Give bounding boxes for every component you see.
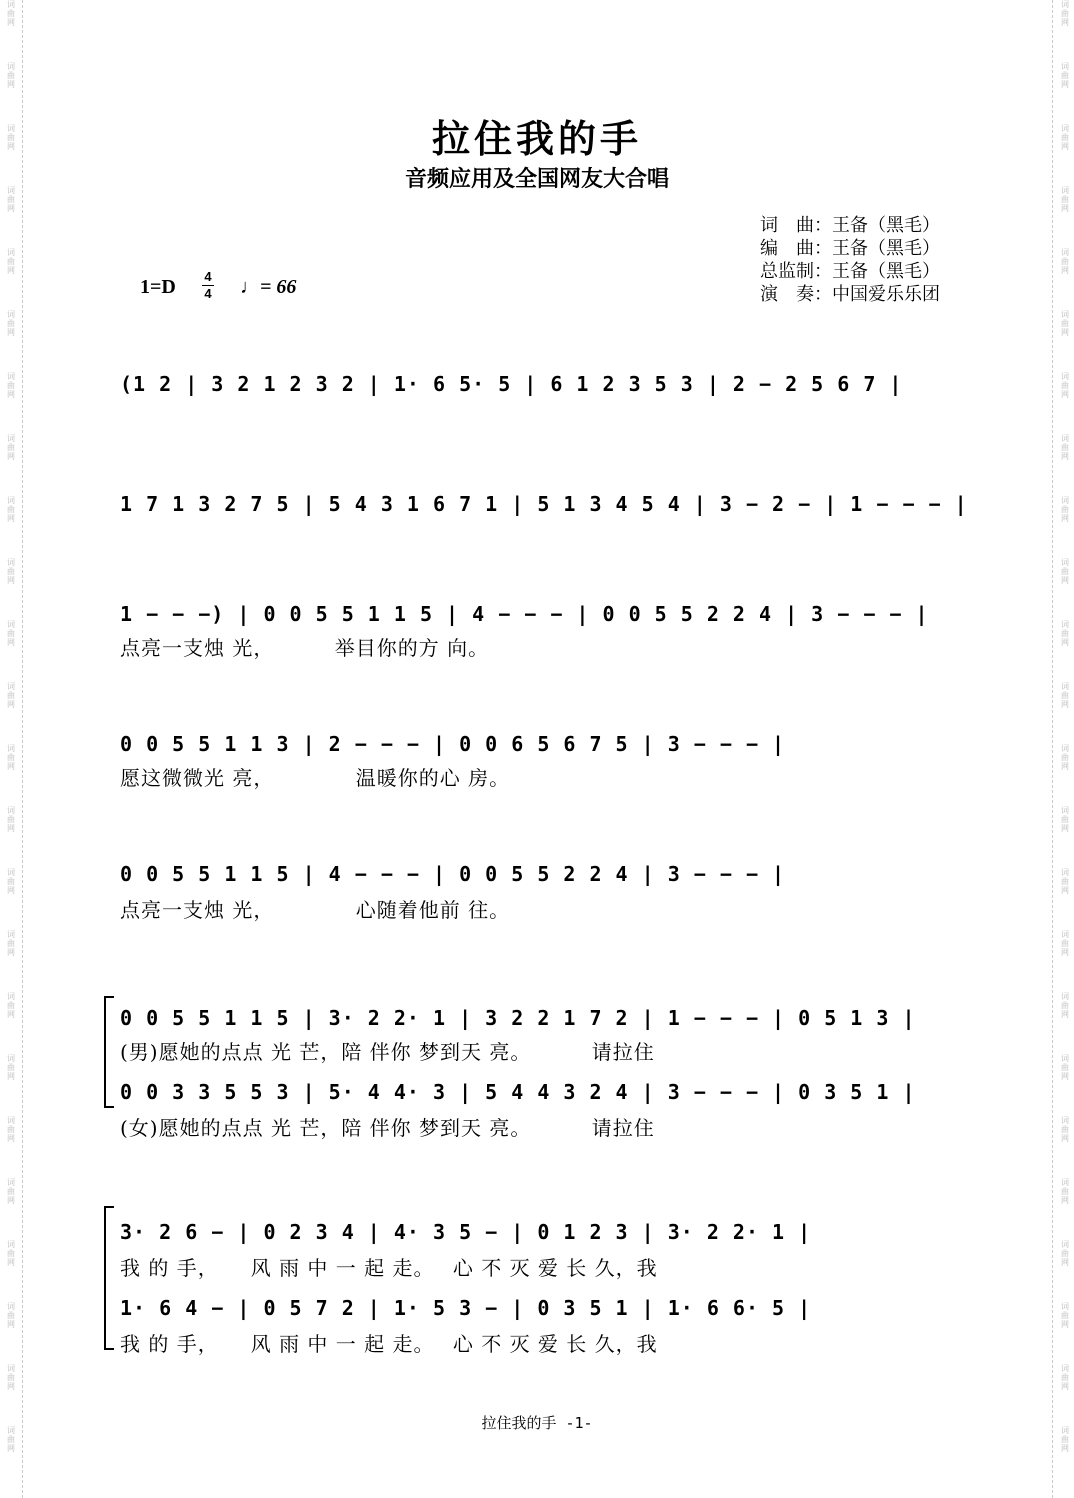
watermark-text: 词 曲 网 [1061, 1054, 1069, 1081]
credit-line: 编 曲：王备（黑毛） [760, 238, 940, 259]
notation-row-male: 0 0 5 5 1 1 5 | 3· 2 2· 1 | 3 2 2 1 7 2 | 1 − − − | 0 5 1 3 | [120, 1006, 916, 1030]
watermark-text: 词 曲 网 [1061, 1426, 1069, 1453]
right-margin-line [1052, 0, 1053, 1498]
watermark-text: 词 曲 网 [1061, 744, 1069, 771]
watermark-text: 词 曲 网 [1061, 1302, 1069, 1329]
watermark-text: 词 曲 网 [7, 0, 15, 27]
watermark-text: 词 曲 网 [1061, 434, 1069, 461]
watermark-text: 词 曲 网 [1061, 992, 1069, 1019]
watermark-text: 词 曲 网 [1061, 1178, 1069, 1205]
watermark-text: 词 曲 网 [7, 1364, 15, 1391]
watermark-text: 词 曲 网 [1061, 0, 1069, 27]
watermark-text: 词 曲 网 [1061, 248, 1069, 275]
watermark-text: 词 曲 网 [1061, 1116, 1069, 1143]
lyric-row-lower: 我 的 手， 风 雨 中 一 起 走。 心 不 灭 爱 长 久，我 [120, 1332, 658, 1356]
lyric-row-male: (男)愿她的点点 光 芒，陪 伴你 梦到天 亮。 请拉住 [120, 1040, 655, 1064]
notation-row: 1 7 1 3 2 7 5 | 5 4 3 1 6 7 1 | 5 1 3 4 5 4 | 3 − 2 − | 1 − − − | [120, 492, 968, 516]
watermark-text: 词 曲 网 [1061, 682, 1069, 709]
watermark-text: 词 曲 网 [7, 682, 15, 709]
watermark-text: 词 曲 网 [7, 992, 15, 1019]
watermark-text: 词 曲 网 [1061, 620, 1069, 647]
left-margin-line [22, 0, 23, 1498]
watermark-text: 词 曲 网 [7, 868, 15, 895]
watermark-text: 词 曲 网 [7, 620, 15, 647]
key-signature: 1=D [140, 276, 176, 298]
watermark-text: 词 曲 网 [1061, 1240, 1069, 1267]
watermark-text: 词 曲 网 [7, 1116, 15, 1143]
watermark-text: 词 曲 网 [1061, 558, 1069, 585]
lyric-row-upper: 我 的 手， 风 雨 中 一 起 走。 心 不 灭 爱 长 久，我 [120, 1256, 658, 1280]
credit-line: 总监制：王备（黑毛） [760, 261, 940, 282]
duet-bracket [104, 996, 114, 1108]
watermark-text: 词 曲 网 [1061, 62, 1069, 89]
watermark-text: 词 曲 网 [7, 124, 15, 151]
watermark-text: 词 曲 网 [1061, 496, 1069, 523]
song-title: 拉住我的手 [431, 116, 642, 161]
notation-row: 0 0 5 5 1 1 3 | 2 − − − | 0 0 6 5 6 7 5 | 3 − − − | [120, 732, 786, 756]
watermark-text: 词 曲 网 [1061, 1364, 1069, 1391]
tempo-marking: ♩= 66 [240, 276, 297, 298]
lyric-row: 点亮一支烛 光， 举目你的方 向。 [120, 636, 490, 660]
page-footer: 拉住我的手 -1- [481, 1414, 593, 1432]
watermark-text: 词 曲 网 [1061, 310, 1069, 337]
notation-row: 0 0 5 5 1 1 5 | 4 − − − | 0 0 5 5 2 2 4 | 3 − − − | [120, 862, 786, 886]
notation-row: (1 2 | 3 2 1 2 3 2 | 1· 6 5· 5 | 6 1 2 3 5 3 | 2 − 2 5 6 7 | [120, 372, 903, 396]
watermark-text: 词 曲 网 [7, 372, 15, 399]
watermark-text: 词 曲 网 [7, 1302, 15, 1329]
watermark-text: 词 曲 网 [7, 186, 15, 213]
duet-bracket [104, 1206, 114, 1350]
time-signature [202, 270, 214, 301]
watermark-text: 词 曲 网 [1061, 806, 1069, 833]
watermark-text: 词 曲 网 [1061, 124, 1069, 151]
watermark-text: 词 曲 网 [1061, 372, 1069, 399]
credits-block [760, 214, 940, 306]
watermark-text: 词 曲 网 [7, 310, 15, 337]
notation-row-female: 0 0 3 3 5 5 3 | 5· 4 4· 3 | 5 4 4 3 2 4 | 3 − − − | 0 3 5 1 | [120, 1080, 916, 1104]
watermark-text: 词 曲 网 [7, 744, 15, 771]
notation-row-lower: 1· 6 4 − | 0 5 7 2 | 1· 5 3 − | 0 3 5 1 | 1· 6 6· 5 | [120, 1296, 812, 1320]
watermark-text: 词 曲 网 [7, 1240, 15, 1267]
notation-row: 1 − − −) | 0 0 5 5 1 1 5 | 4 − − − | 0 0 5 5 2 2 4 | 3 − − − | [120, 602, 929, 626]
watermark-text: 词 曲 网 [7, 1054, 15, 1081]
song-subtitle: 音频应用及全国网友大合唱 [404, 166, 669, 192]
watermark-text: 词 曲 网 [7, 1178, 15, 1205]
watermark-text: 词 曲 网 [7, 1426, 15, 1453]
watermark-text: 词 曲 网 [1061, 930, 1069, 957]
watermark-text: 词 曲 网 [7, 806, 15, 833]
watermark-text: 词 曲 网 [7, 248, 15, 275]
watermark-text: 词 曲 网 [1061, 868, 1069, 895]
lyric-row: 点亮一支烛 光， 心随着他前 往。 [120, 898, 511, 922]
watermark-text: 词 曲 网 [7, 558, 15, 585]
watermark-text: 词 曲 网 [7, 434, 15, 461]
meter-top: 4 [204, 269, 212, 284]
watermark-text: 词 曲 网 [1061, 186, 1069, 213]
watermark-text: 词 曲 网 [7, 62, 15, 89]
watermark-text: 词 曲 网 [7, 496, 15, 523]
credit-line: 词 曲：王备（黑毛） [760, 215, 940, 236]
lyric-row: 愿这微微光 亮， 温暖你的心 房。 [120, 766, 511, 790]
notation-row-upper: 3· 2 6 − | 0 2 3 4 | 4· 3 5 − | 0 1 2 3 | 3· 2 2· 1 | [120, 1220, 812, 1244]
lyric-row-female: (女)愿她的点点 光 芒，陪 伴你 梦到天 亮。 请拉住 [120, 1116, 655, 1140]
meter-bottom: 4 [204, 286, 212, 301]
watermark-text: 词 曲 网 [7, 930, 15, 957]
credit-line: 演 奏：中国爱乐乐团 [760, 284, 940, 305]
